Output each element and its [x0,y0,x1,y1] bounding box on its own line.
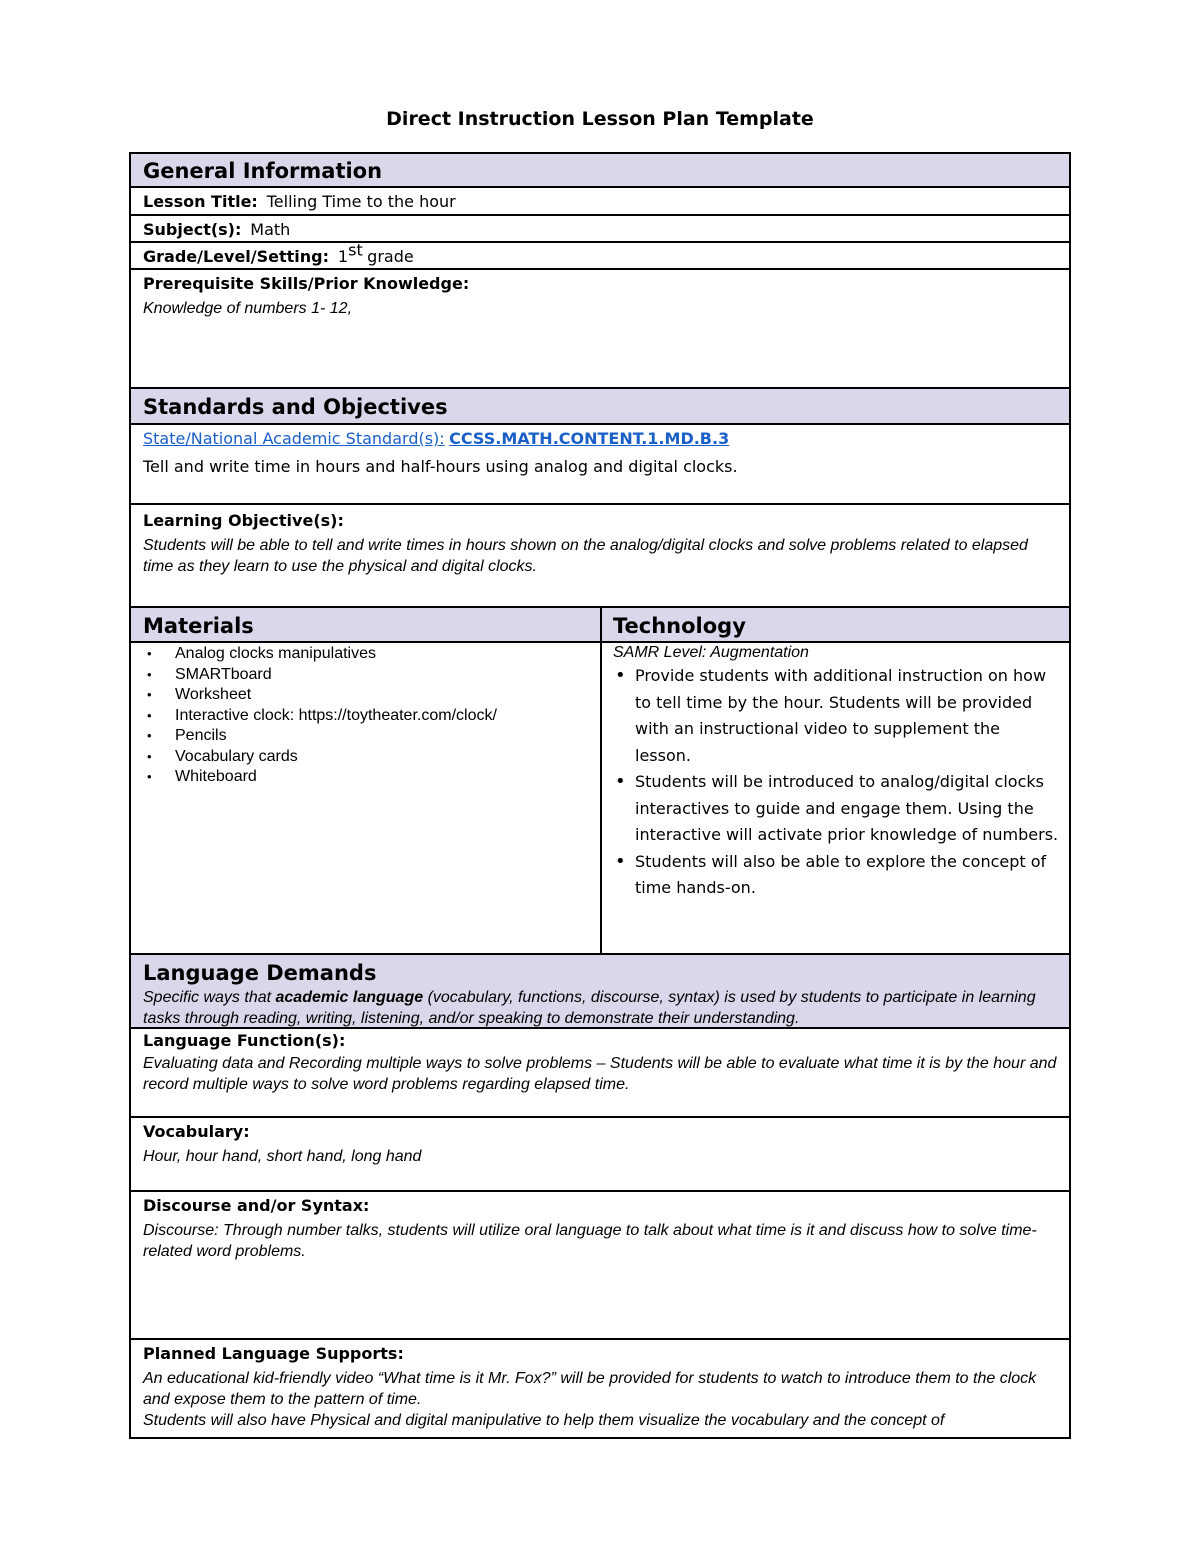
list-item: • Worksheet [175,685,588,706]
vocabulary-text: Hour, hour hand, short hand, long hand [143,1148,422,1165]
list-item: • SMARTboard [175,665,588,686]
grade-row [131,240,1069,270]
list-item: • Interactive clock: https://toytheater.com/clock/ [175,706,588,727]
technology-list [613,663,1059,902]
standard-label-link[interactable]: State/National Academic Standard(s): [143,429,445,448]
vocabulary-row [131,1118,1069,1192]
grade-number: 1 [337,247,349,266]
standard-row [131,425,1069,505]
prereq-label: Prerequisite Skills/Prior Knowledge: [143,274,470,293]
language-function-row [131,1029,1069,1118]
language-heading: Language Demands [143,961,377,985]
general-info-heading: General Information [143,159,383,183]
grade-word: grade [367,247,414,266]
lesson-plan-table [129,152,1071,1439]
language-desc-post: (vocabulary, functions, discourse, syntax) is used by students to participate in learning tasks through reading, writing, listening, and/or speaking to demonstrate their understanding. [143,989,1036,1027]
prereq-row [131,270,1069,389]
objective-label: Learning Objective(s): [143,511,344,530]
discourse-text: Discourse: Through number talks, students will utilize oral language to talk about what time is it and discuss how to solve time-related word problems. [143,1222,1037,1260]
lesson-title-row [131,188,1069,216]
discourse-label: Discourse and/or Syntax: [143,1196,370,1215]
objective-row [131,505,1069,608]
language-header [131,955,1069,1029]
technology-heading: Technology [613,614,746,638]
materials-cell [131,643,600,953]
list-item: • Pencils [175,726,588,747]
supports-text-2: Students will also have Physical and digital manipulative to help them visualize the vocabulary and the concept of [143,1412,945,1429]
language-desc-pre: Specific ways that [143,989,276,1006]
grade-label: Grade/Level/Setting: [143,247,330,266]
standards-heading: Standards and Objectives [143,395,448,419]
samr-level: SAMR Level: Augmentation [613,644,809,661]
list-item: • Vocabulary cards [175,747,588,768]
vocabulary-label: Vocabulary: [143,1122,250,1141]
language-function-text: Evaluating data and Recording multiple ways to solve problems – Students will be able to evaluate what time it is by the hour and record multiple ways to solve word problems regarding elapsed time. [143,1055,1057,1093]
standard-code-link[interactable]: CCSS.MATH.CONTENT.1.MD.B.3 [449,429,730,448]
supports-text-1: An educational kid-friendly video “What time is it Mr. Fox?” will be provided for students to watch to introduce them to the clock and expose them to the pattern of time. [143,1370,1037,1408]
document-title: Direct Instruction Lesson Plan Template [386,108,814,130]
list-item: • Analog clocks manipulatives [175,644,588,665]
general-info-header [131,154,1069,188]
subject-row [131,216,1069,243]
standard-text: Tell and write time in hours and half-hours using analog and digital clocks. [143,457,738,476]
language-function-label: Language Function(s): [143,1031,346,1050]
lesson-title-value: Telling Time to the hour [266,192,456,211]
subject-label: Subject(s): [143,220,242,239]
grade-ordinal: st [348,240,363,260]
lesson-title-label: Lesson Title: [143,192,258,211]
subject-value: Math [250,220,291,239]
technology-cell [602,643,1069,953]
list-item: • Students will also be able to explore the concept of time hands-on. [635,849,1059,902]
supports-label: Planned Language Supports: [143,1344,404,1363]
standards-header [131,389,1069,425]
supports-row [131,1340,1069,1437]
discourse-row [131,1192,1069,1340]
materials-heading: Materials [143,614,254,638]
language-desc-bold: academic language [275,989,424,1006]
materials-list [143,644,588,788]
list-item: • Whiteboard [175,767,588,788]
list-item: • Provide students with additional instruction on how to tell time by the hour. Students will be provided with an instructional video to supplement the lesson. [635,663,1059,769]
list-item: • Students will be introduced to analog/digital clocks interactives to guide and engage them. Using the interactive will activate prior knowledge of numbers. [635,769,1059,849]
objective-text: Students will be able to tell and write times in hours shown on the analog/digital clocks and solve problems related to elapsed time as they learn to use the physical and digital clocks. [143,537,1028,575]
prereq-text: Knowledge of numbers 1- 12, [143,300,353,317]
